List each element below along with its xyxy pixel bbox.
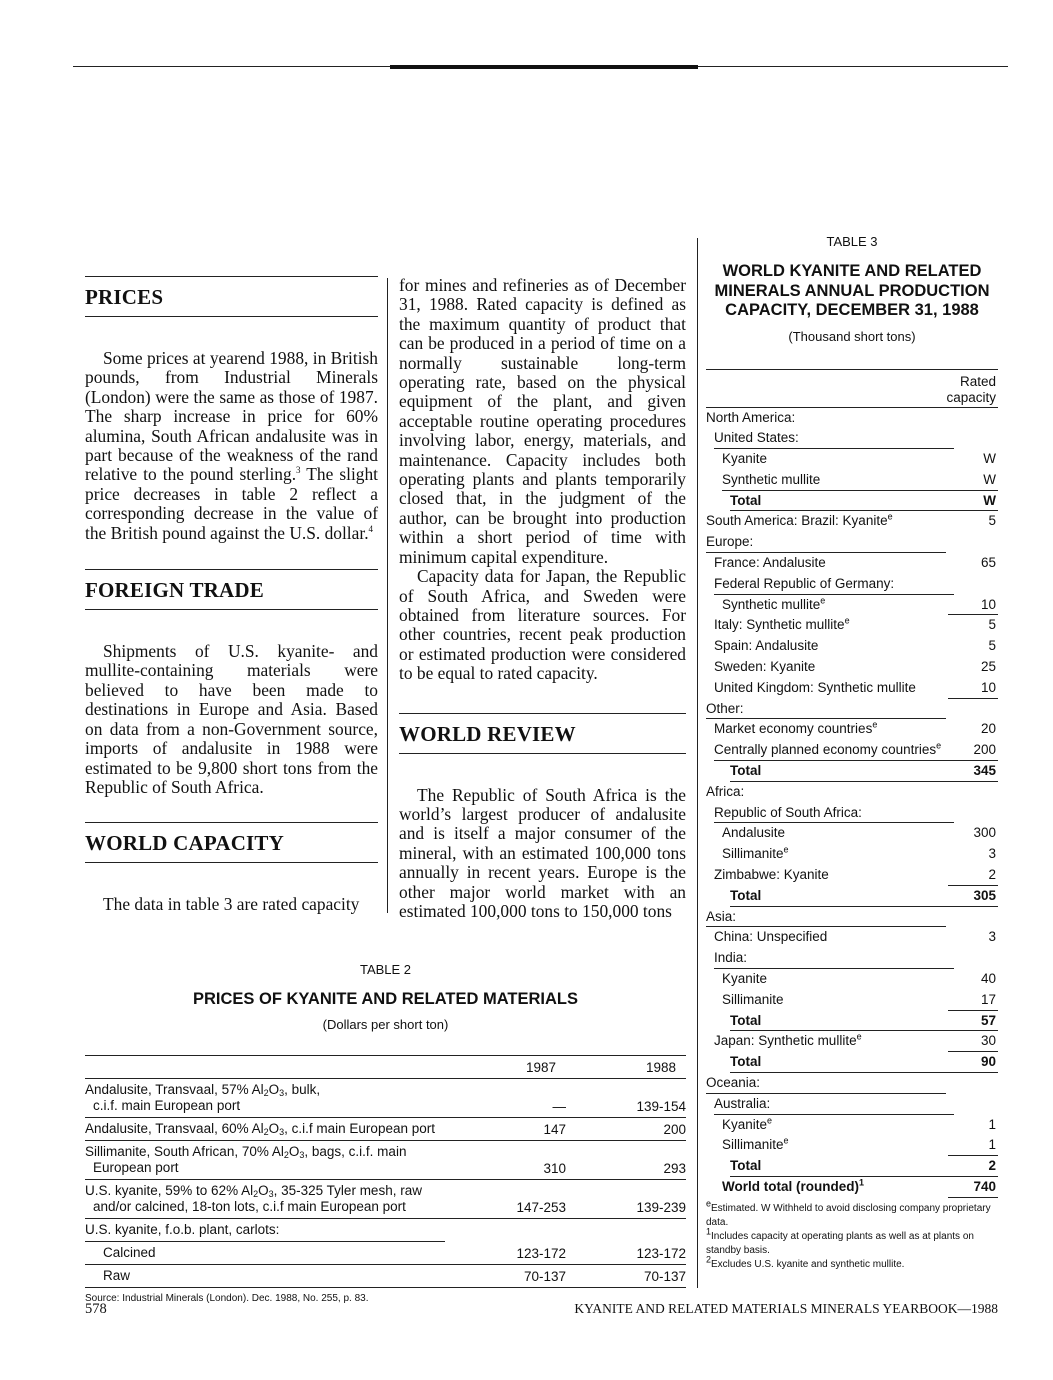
table2-row-label <box>85 1183 460 1215</box>
table2-value-1987: 70-137 <box>523 1269 566 1284</box>
table2-row-label-line1: Andalusite, Transvaal, 60% Al <box>85 1121 264 1136</box>
table3-row <box>706 990 998 1011</box>
table2-row-label-line1: U.S. kyanite, 59% to 62% Al <box>85 1183 254 1198</box>
table3-row-label <box>730 1156 761 1177</box>
table3-row-label-text: Spain: Andalusite <box>714 638 819 654</box>
table2-value-1987: 147-253 <box>516 1200 566 1215</box>
table3-row-value: 3 <box>988 846 996 862</box>
table2-row <box>85 1219 686 1241</box>
world-capacity-paragraph: The data in table 3 are rated capacity <box>103 894 360 915</box>
table3-row-value: 3 <box>988 929 996 945</box>
table2-value-1988: 139-154 <box>636 1099 686 1114</box>
table3-row <box>706 449 998 470</box>
table3-row <box>706 1052 998 1073</box>
world-review-title: WORLD REVIEW <box>399 721 576 746</box>
table3-row-label <box>722 1177 864 1198</box>
table3-row-label <box>706 907 736 928</box>
table3-row-label-text: Kyanite <box>722 971 768 987</box>
table3-row-value: 200 <box>973 742 996 758</box>
table3-row-label <box>706 782 744 803</box>
table3-row <box>706 1094 998 1115</box>
table3-row-label <box>714 927 827 948</box>
formula-subscript: 2 <box>253 1189 259 1199</box>
table3-row-label-text: Zimbabwe: Kyanite <box>714 867 829 883</box>
table3-row-label-text: Kyanite <box>722 1116 768 1132</box>
table3-row-label-text: Total <box>730 1158 762 1174</box>
table3-row-footnote-mark: e <box>844 615 850 626</box>
table3-row-label-text: United States: <box>714 430 799 446</box>
table3-row-label-text: Centrally planned economy countries <box>714 742 937 758</box>
table3-footnote-2: $^2$Excludes U.S. kyanite and synthetic mullite. <box>706 1254 905 1270</box>
table3-row-label-text: China: Unspecified <box>714 929 828 945</box>
table3-row-label-text: Sillimanite <box>722 846 784 862</box>
table2-value-1987: 310 <box>543 1161 566 1176</box>
table3-row-footnote-mark: e <box>856 1031 862 1042</box>
table3-row <box>706 761 998 782</box>
table2-value-1988: 293 <box>663 1161 686 1176</box>
table3-row <box>706 678 998 699</box>
formula-oxygen: O <box>268 1082 280 1097</box>
world-capacity-paragraph-cont: for mines and refineries as of December 31, 1988. Rated capacity is defined as the maximum quantity of product that can be produced in a period of time on a normally sustainable long-term operating rate, based on the physical equipment of the plant, and given acceptable routine operating procedures involving labor, energy, materials, and maintenance. Capacity includes both operating plants and plants temporarily closed that, in the judgment of the author, can be brought into production within a short period of time with minimum capital expenditure. <box>399 275 686 567</box>
table2-row-label-rest: , bags, c.i.f. main <box>304 1144 407 1159</box>
column-divider <box>387 278 388 913</box>
table3-row-label-text: Asia: <box>706 908 737 924</box>
table3-label: TABLE 3 <box>826 234 878 249</box>
table3-header <box>706 369 998 408</box>
table2-row <box>85 1180 686 1219</box>
table3-row <box>706 1135 998 1156</box>
table3-row-label-text: Australia: <box>714 1095 771 1111</box>
middle-column <box>399 276 686 921</box>
formula-subscript: 3 <box>279 1088 285 1098</box>
table2-value-1987: 123-172 <box>516 1246 566 1261</box>
table3-row-label-text: Sweden: Kyanite <box>714 659 816 675</box>
table2-value-1988: 200 <box>663 1122 686 1137</box>
table3-row-label <box>714 740 941 761</box>
table3-row <box>706 408 998 429</box>
table3-col-header: Rated capacity <box>946 373 996 405</box>
footnote-ref-4: 4 <box>368 523 374 534</box>
table3-row-label-text: Republic of South Africa: <box>714 804 862 820</box>
table3-row-label <box>714 678 916 699</box>
table3-row <box>706 865 998 886</box>
table3-row-label-text: Sillimanite <box>722 991 784 1007</box>
left-column <box>85 276 378 915</box>
table3-row-value: 5 <box>988 617 996 633</box>
formula-subscript: 2 <box>263 1088 269 1098</box>
table3-row-label-text: Other: <box>706 700 744 716</box>
table3-row-label <box>714 428 799 449</box>
table2-label: TABLE 2 <box>359 962 412 977</box>
table3-row-label <box>722 823 785 844</box>
table3-row <box>706 657 998 678</box>
table3-row <box>706 699 998 720</box>
table3-row-label-text: Oceania: <box>706 1075 761 1090</box>
page-number: 578 <box>85 1301 107 1317</box>
prices-paragraph: Some prices at yearend 1988, in British pounds, from Industrial Minerals (London) were the same as those of 1987. The sharp increase in price for 60% alumina, South African andalusite was in part because of the weakness of the rand relative to the pound sterling.$^3$ The slight price decreases in table 2 reflect a corresponding decrease in the value of the British pound against the U.S. dollar.$^4$ <box>85 348 378 543</box>
table2-body <box>85 1079 686 1288</box>
world-review-paragraph: The Republic of South Africa is the world’s largest producer of andalusite and is itself a major consumer of the mineral, with an estimated 100,000 tons annually in recent years. Europe is the other major world market with an estimated 100,000 tons to 150,000 tons <box>399 784 686 921</box>
table3-row-label <box>722 990 784 1011</box>
table3-row-value: 305 <box>973 887 996 903</box>
table2-row-label-line2: European port <box>93 1160 179 1175</box>
formula-subscript: 2 <box>283 1150 289 1160</box>
foreign-trade-heading <box>85 569 378 610</box>
table2-row-label-line1: U.S. kyanite, f.o.b. plant, carlots: <box>85 1222 280 1237</box>
table3-row-label <box>730 1011 761 1032</box>
table2-row-label-rest: , 35-325 Tyler mesh, raw <box>273 1183 422 1198</box>
table3-row <box>706 803 998 824</box>
table3-row <box>706 532 998 553</box>
table3-row <box>706 595 998 616</box>
table3-row-label-text: United Kingdom: Synthetic mullite <box>714 679 916 695</box>
table3-row-label <box>714 553 826 574</box>
table3-row <box>706 782 998 803</box>
table3-subtitle: (Thousand short tons) <box>788 328 916 344</box>
table3-row-label <box>722 449 767 470</box>
table2-row <box>85 1141 686 1180</box>
formula-oxygen: O <box>258 1183 269 1198</box>
formula-oxygen: O <box>268 1121 280 1136</box>
table3-row-label <box>730 886 761 907</box>
table2-row-label <box>85 1121 460 1137</box>
table3-row-label-text: Kyanite <box>722 451 768 467</box>
table2-row <box>85 1079 686 1118</box>
table2-source: Source: Industrial Minerals (London). Dec. 1988, No. 255, p. 83. <box>85 1293 369 1304</box>
table3-row-value: 25 <box>980 659 996 675</box>
table2-col-1988: 1988 <box>645 1060 676 1075</box>
table3-value-rule <box>948 1197 998 1198</box>
table2 <box>85 962 686 1305</box>
table3-row-value: 40 <box>980 971 996 987</box>
table3-row <box>706 615 998 636</box>
table3-row-value: 17 <box>980 991 996 1007</box>
table3-row <box>706 844 998 865</box>
table2-row-label-line1: Calcined <box>103 1245 156 1260</box>
formula-subscript: 2 <box>263 1127 269 1137</box>
table3-row <box>706 1073 998 1094</box>
table3-row-value: 30 <box>980 1033 996 1049</box>
table3-row-value: 90 <box>980 1054 996 1070</box>
table2-row-label-rest: , bulk, <box>284 1082 321 1097</box>
table3-row-label <box>714 1031 862 1052</box>
prices-heading <box>85 276 378 317</box>
table3-row-label-text: Total <box>730 492 762 508</box>
table3-row-footnote-mark: e <box>936 740 942 751</box>
table3-row-value: 300 <box>973 825 996 841</box>
table3-row-value: 740 <box>973 1178 996 1194</box>
table3-row-label-text: Total <box>730 1012 762 1028</box>
table3-row <box>706 1177 998 1198</box>
table3-row <box>706 740 998 761</box>
table3-row <box>706 470 998 491</box>
table3-row-label-text: India: <box>714 950 748 966</box>
formula-subscript: 3 <box>279 1127 285 1137</box>
table3-row-value: 2 <box>988 1158 996 1174</box>
table3-row-value: 10 <box>980 596 996 612</box>
table3-row <box>706 719 998 740</box>
world-review-heading <box>399 713 686 754</box>
table3-row-label <box>714 657 815 678</box>
table3-row <box>706 636 998 657</box>
world-capacity-paragraph-2: Capacity data for Japan, the Republic of South Africa, and Sweden were obtained from literature sources. For other countries, recent peak production or estimated production were considered to be equal to rated capacity. <box>399 566 686 684</box>
table3-row-value: 57 <box>980 1012 996 1028</box>
table3-row-value: 65 <box>980 555 996 571</box>
table2-row <box>85 1265 686 1288</box>
table3-row-label-text: Europe: <box>706 534 754 550</box>
table3-row-label-text: Total <box>730 763 762 779</box>
table3-row-label <box>706 408 795 429</box>
table3-row-value: W <box>983 492 996 508</box>
table3-row-value: 5 <box>988 513 996 529</box>
table3-row-label <box>722 1135 789 1156</box>
table3-row-footnote-mark: e <box>887 511 893 522</box>
table3-row-label <box>722 595 825 616</box>
table3-row-value: 1 <box>988 1116 996 1132</box>
table2-col-1987: 1987 <box>526 1060 557 1075</box>
table2-value-1988: 139-239 <box>636 1200 686 1215</box>
table3-row <box>706 428 998 449</box>
table3-row-value: 20 <box>980 721 996 737</box>
table3-row-value: 345 <box>973 763 996 779</box>
table3-body <box>706 408 998 1198</box>
table3-row-label-text: North America: <box>706 409 796 425</box>
table3-row-label-text: Synthetic mullite <box>722 596 821 612</box>
table3-row <box>706 823 998 844</box>
table3-row-label <box>706 511 893 532</box>
table3-row-value: 10 <box>980 679 996 695</box>
table3-row <box>706 511 998 532</box>
table3-row-label <box>722 844 789 865</box>
table3-row-label-text: Total <box>730 887 762 903</box>
table3-row-label-text: South America: Brazil: Kyanite <box>706 513 888 529</box>
table2-row-label-line1: Sillimanite, South African, 70% Al <box>85 1144 284 1159</box>
table3-row <box>706 574 998 595</box>
table2-row <box>85 1242 686 1265</box>
table2-header <box>85 1055 686 1079</box>
table3-row-label <box>714 803 862 824</box>
table3-row-label <box>730 491 761 512</box>
table2-title: PRICES OF KYANITE AND RELATED MATERIALS <box>192 990 579 1008</box>
table2-row-label <box>85 1245 460 1261</box>
table3-row <box>706 1115 998 1136</box>
table3-footnotes <box>706 1198 998 1272</box>
table3-row-label <box>714 865 829 886</box>
table3-row <box>706 927 998 948</box>
table3-row <box>706 1011 998 1032</box>
table3-row-footnote-mark: e <box>783 1135 789 1146</box>
table3-row-label-text: France: Andalusite <box>714 555 826 571</box>
table2-row-label-rest: , c.i.f main European port <box>284 1121 435 1136</box>
table3-row-label <box>714 948 747 969</box>
table3-row-footnote-mark: e <box>820 595 826 606</box>
table3-row-label <box>730 1052 761 1073</box>
table3-divider <box>697 238 698 1288</box>
table3 <box>706 234 998 1272</box>
formula-oxygen: O <box>288 1144 300 1159</box>
formula-subscript: 3 <box>268 1189 274 1199</box>
formula-subscript: 3 <box>299 1150 305 1160</box>
table2-row <box>85 1118 686 1141</box>
table3-row-value: 2 <box>988 867 996 883</box>
table3-row-value: W <box>983 471 996 487</box>
table3-row <box>706 907 998 928</box>
table3-row-label <box>706 699 744 720</box>
table3-title: WORLD KYANITE AND RELATED MINERALS ANNUAL PRODUCTION CAPACITY, DECEMBER 31, 1988 <box>714 262 990 319</box>
table3-row-label-text: Synthetic mullite <box>722 471 821 487</box>
table3-row-label <box>714 636 818 657</box>
table3-row-label-text: Africa: <box>706 783 745 799</box>
table2-value-1987: — <box>552 1099 566 1114</box>
table3-row-value: 1 <box>988 1137 996 1153</box>
table3-row-footnote-mark: e <box>872 719 878 730</box>
table3-row-label <box>722 969 767 990</box>
running-footer: KYANITE AND RELATED MATERIALS MINERALS YEARBOOK—1988 <box>574 1301 998 1316</box>
table3-row-footnote-mark: e <box>767 1115 773 1126</box>
world-capacity-title: WORLD CAPACITY <box>85 831 284 856</box>
table3-row-value: W <box>983 451 996 467</box>
table3-row-label-text: Total <box>730 1054 762 1070</box>
table3-row <box>706 491 998 512</box>
prices-title: PRICES <box>85 285 164 309</box>
table2-subtitle: (Dollars per short ton) <box>322 1017 449 1032</box>
table3-row-label-text: World total (rounded) <box>722 1178 859 1194</box>
table3-row <box>706 969 998 990</box>
table3-row-label <box>730 761 761 782</box>
table3-row-label <box>706 1073 760 1094</box>
table3-row-label-text: Federal Republic of Germany: <box>714 575 895 591</box>
world-capacity-heading <box>85 822 378 863</box>
table2-row-label <box>85 1268 460 1284</box>
table3-row-label-text: Japan: Synthetic mullite <box>714 1033 857 1049</box>
table3-row <box>706 886 998 907</box>
table2-row-label-line1: Andalusite, Transvaal, 57% Al <box>85 1082 264 1097</box>
table3-row-label-text: Italy: Synthetic mullite <box>714 617 845 633</box>
table3-row-label <box>714 615 850 636</box>
table3-row <box>706 553 998 574</box>
table3-row-label <box>722 470 820 491</box>
table3-row-label <box>714 719 877 740</box>
table3-row-value: 5 <box>988 638 996 654</box>
table3-row-label-text: Andalusite <box>722 825 786 841</box>
foreign-trade-title: FOREIGN TRADE <box>85 578 264 603</box>
table3-row-label-text: Sillimanite <box>722 1137 784 1153</box>
table3-row <box>706 948 998 969</box>
table3-footnote-1: $^1$Includes capacity at operating plants as well as at plants on standby basis. <box>706 1226 974 1256</box>
table2-row-label-line2: c.i.f. main European port <box>93 1098 241 1113</box>
table3-row-label <box>706 532 753 553</box>
table2-row-label <box>85 1222 460 1238</box>
table2-value-1988: 123-172 <box>636 1246 686 1261</box>
foreign-trade-paragraph: Shipments of U.S. kyanite- and mullite-containing materials were believed to have been made to destinations in Europe and Asia. Based on data from a non-Government source, imports of andalusite in 1988 were estimated to be 9,800 short tons from the Republic of South Africa. <box>85 641 378 797</box>
table3-row-label <box>714 574 894 595</box>
top-rule-bar <box>390 65 698 69</box>
table2-value-1987: 147 <box>543 1122 566 1137</box>
table3-row <box>706 1031 998 1052</box>
table2-value-1988: 70-137 <box>643 1269 686 1284</box>
table2-row-label-line2: and/or calcined, 18-ton lots, c.i.f main European port <box>93 1199 406 1214</box>
table3-row <box>706 1156 998 1177</box>
table3-row-label <box>722 1115 772 1136</box>
table2-row-label <box>85 1144 460 1176</box>
table2-row-label <box>85 1082 460 1114</box>
footnote-ref-3: 3 <box>296 465 301 476</box>
table3-row-label <box>714 1094 770 1115</box>
table2-row-label-line1: Raw <box>103 1268 131 1283</box>
table3-row-footnote-mark: e <box>783 844 789 855</box>
table3-row-label-text: Market economy countries <box>714 721 873 737</box>
table3-row-footnote-mark: 1 <box>858 1177 864 1188</box>
table3-footnote-e: $^e$Estimated. W Withheld to avoid disclosing company proprietary data. <box>706 1198 991 1228</box>
